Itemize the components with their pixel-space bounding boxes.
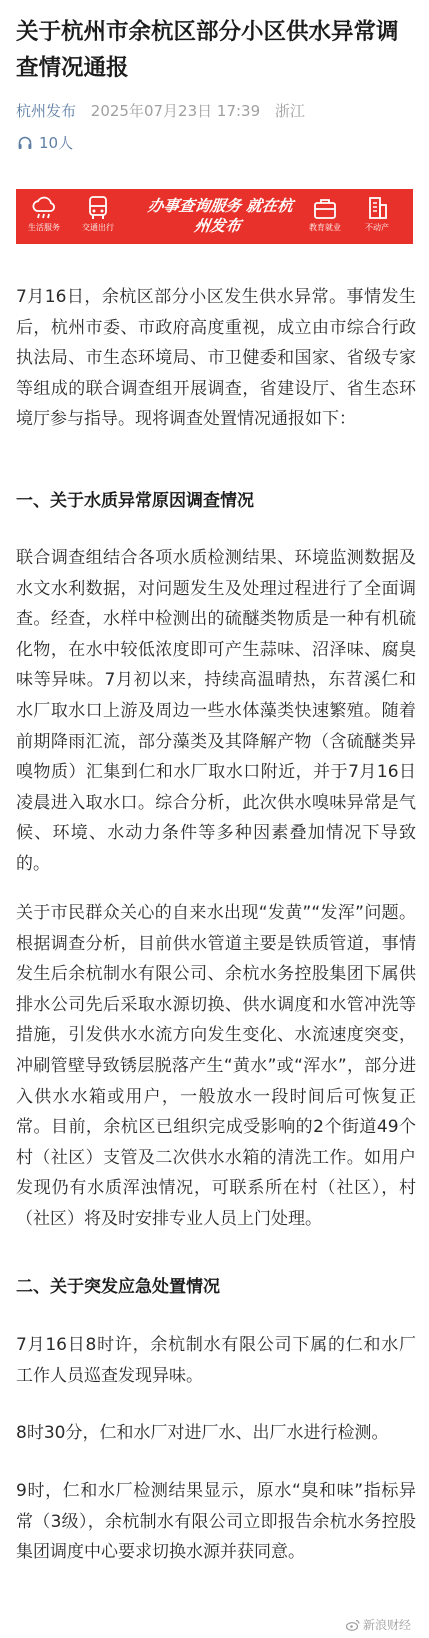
article-meta [16, 101, 305, 121]
building-icon [363, 195, 391, 221]
banner-item-label: 交通出行 [82, 223, 114, 232]
banner-item-label: 教育就业 [309, 223, 341, 232]
banner-item-label: 不动产 [365, 223, 389, 232]
section-heading-1: 一、关于水质异常原因调查情况 [16, 491, 254, 511]
banner-item-property[interactable] [349, 195, 405, 233]
publish-time: 2025年07月23日 17:39 [90, 102, 261, 120]
paragraph-timeline-3: 9时，仁和水厂检测结果显示，原水“臭和味”指标异常（3级），余杭制水有限公司立即报告余杭水务控股集团调度中心要求切换水源并获同意。 [16, 1481, 416, 1563]
banner-item-traffic[interactable] [70, 195, 126, 233]
article-title: 关于杭州市余杭区部分小区供水异常调查情况通报 [16, 19, 399, 81]
paragraph-yellow-water: 关于市民群众关心的自来水出现“发黄”“发浑”问题。根据调查分析，目前供水管道主要是铁质管道，事情发生后余杭制水有限公司、余杭水务控股集团下属供排水公司先后采取水源切换、供水调度和水管冲洗等措施，引发供水水流方向发生变化、水流速度突变，冲刷管壁导致锈层脱落产生“黄水”或“浑水”，部分进入供水水箱或用户，一般放水一段时间后可恢复正常。目前，余杭区已组织完成受影响的2个街道49个村（社区）支管及二次供水水箱的清洗工作。如用户发现仍有水质浑浊情况，可联系所在村（社区），村（社区）将及时安排专业人员上门处理。 [16, 903, 416, 1229]
paragraph-timeline-1: 7月16日8时许，余杭制水有限公司下属的仁和水厂工作人员巡查发现异味。 [16, 1335, 416, 1386]
banner-item-life[interactable] [16, 195, 72, 233]
briefcase-icon [311, 195, 339, 221]
paragraph-intro: 7月16日，余杭区部分小区发生供水异常。事情发生后，杭州市委、市政府高度重视，成立由市综合行政执法局、市生态环境局、市卫健委和国家、省级专家等组成的联合调查组开展调查，省建设厅、省生态环境厅参与指导。现将调查处置情况通报如下： [16, 287, 416, 430]
watermark-text: 新浪财经 [363, 1618, 412, 1632]
headphones-icon [17, 135, 33, 151]
paragraph-cause: 联合调查组结合各项水质检测结果、环境监测数据及水文水利数据，对问题发生及处理过程进行了全面调查。经查，水样中检测出的硫醚类物质是一种有机硫化物，在水中较低浓度即可产生蒜味、沼泽味、腐臭味等异味。7月初以来，持续高温晴热，东苕溪仁和水厂取水口上游及周边一些水体藻类快速繁殖。随着前期降雨汇流，部分藻类及其降解产物（含硫醚类异嗅物质）汇集到仁和水厂取水口附近，并于7月16日凌晨进入取水口。综合分析，此次供水嗅味异常是气候、环境、水动力条件等多种因素叠加情况下导致的。 [16, 548, 416, 874]
banner-item-label: 生活服务 [28, 223, 60, 232]
banner-slogan: 办事查询服务 就在杭州发布 [146, 197, 295, 235]
banner-item-education[interactable] [297, 195, 353, 233]
listen-count: 10人 [39, 134, 74, 152]
watermark [346, 1616, 411, 1633]
section-heading-2: 二、关于突发应急处置情况 [16, 1277, 220, 1297]
listen-button[interactable] [17, 133, 73, 153]
service-banner[interactable] [16, 189, 413, 244]
paragraph-timeline-2: 8时30分，仁和水厂对进厂水、出厂水进行检测。 [16, 1423, 389, 1443]
weibo-icon [346, 1619, 360, 1631]
bus-icon [84, 195, 112, 221]
publish-location: 浙江 [274, 102, 305, 120]
weather-icon [30, 195, 58, 221]
source-account-link[interactable]: 杭州发布 [16, 102, 77, 120]
